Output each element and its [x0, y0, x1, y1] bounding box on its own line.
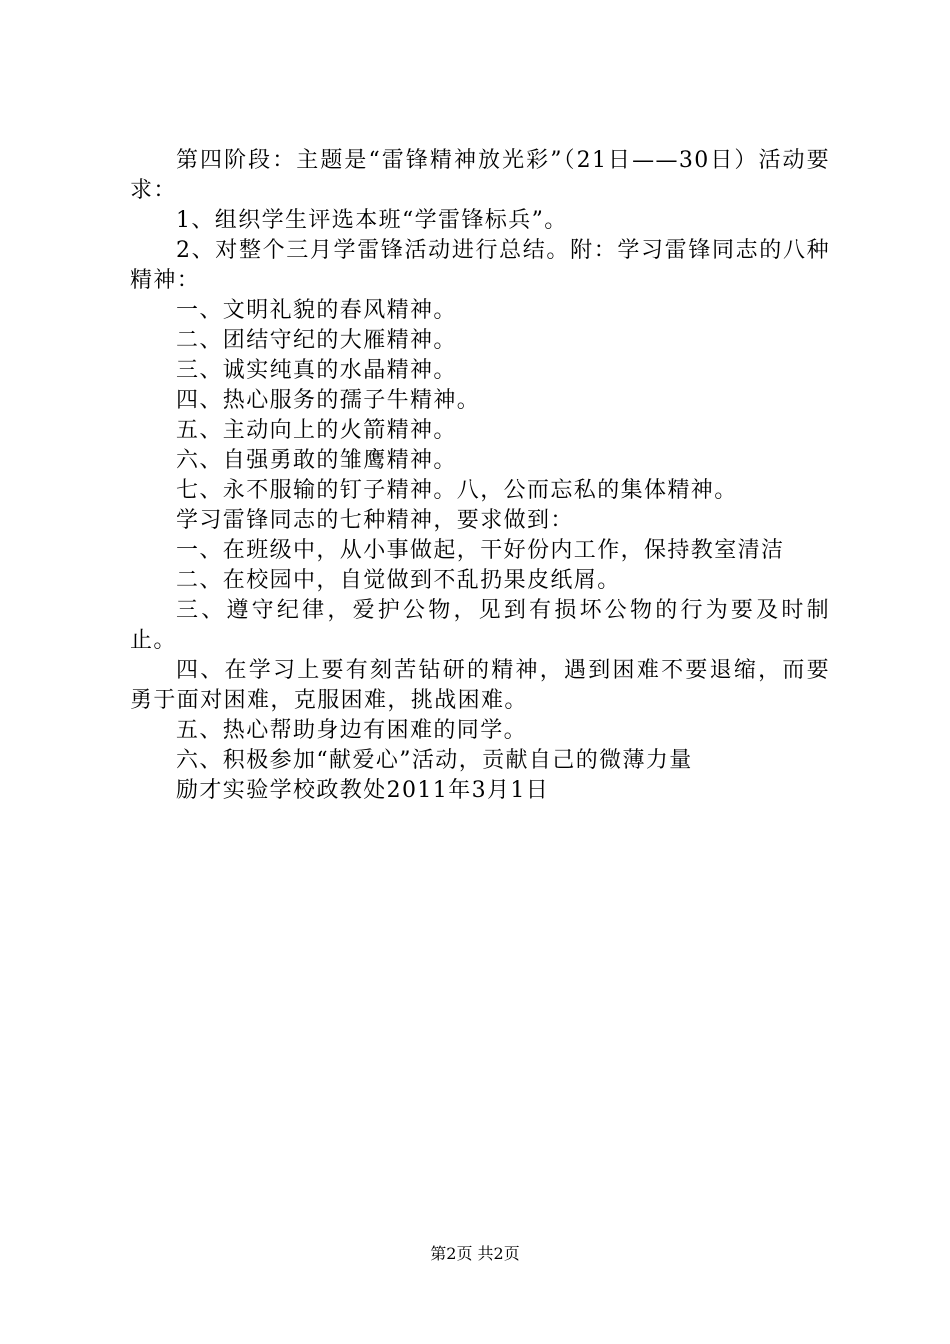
requirement-item-4: 四、在学习上要有刻苦钻研的精神，遇到困难不要退缩，而要勇于面对困难，克服困难，挑战困难。: [130, 658, 830, 713]
spirit-item-3: 三、诚实纯真的水晶精神。: [176, 358, 457, 383]
requirement-item-1: 一、在班级中，从小事做起，干好份内工作，保持教室清洁: [176, 538, 785, 563]
signature-line: 励才实验学校政教处2011年3月1日: [176, 778, 550, 803]
spirit-item-2: 二、团结守纪的大雁精神。: [176, 328, 457, 353]
paragraph-stage-four: 第四阶段：主题是“雷锋精神放光彩”（21日——30日）活动要求：: [130, 148, 830, 203]
requirement-item-2: 二、在校园中，自觉做到不乱扔果皮纸屑。: [176, 568, 621, 593]
spirit-item-7-8: 七、永不服输的钉子精神。八，公而忘私的集体精神。: [176, 478, 738, 503]
spirit-item-6: 六、自强勇敢的雏鹰精神。: [176, 448, 457, 473]
paragraph-item-1: 1、组织学生评选本班“学雷锋标兵”。: [176, 208, 568, 233]
page-footer: 第2页 共2页: [430, 1244, 520, 1263]
requirements-heading: 学习雷锋同志的七种精神，要求做到：: [176, 508, 574, 533]
requirement-item-3: 三、遵守纪律，爱护公物，见到有损坏公物的行为要及时制止。: [130, 598, 830, 653]
requirement-item-5: 五、热心帮助身边有困难的同学。: [176, 718, 528, 743]
requirement-item-6: 六、积极参加“献爱心”活动，贡献自己的微薄力量: [176, 748, 693, 773]
spirit-item-5: 五、主动向上的火箭精神。: [176, 418, 457, 443]
document-body: [130, 146, 830, 806]
paragraph-item-2: 2、对整个三月学雷锋活动进行总结。附：学习雷锋同志的八种精神：: [130, 238, 830, 293]
spirit-item-1: 一、文明礼貌的春风精神。: [176, 298, 457, 323]
spirit-item-4: 四、热心服务的孺子牛精神。: [176, 388, 481, 413]
